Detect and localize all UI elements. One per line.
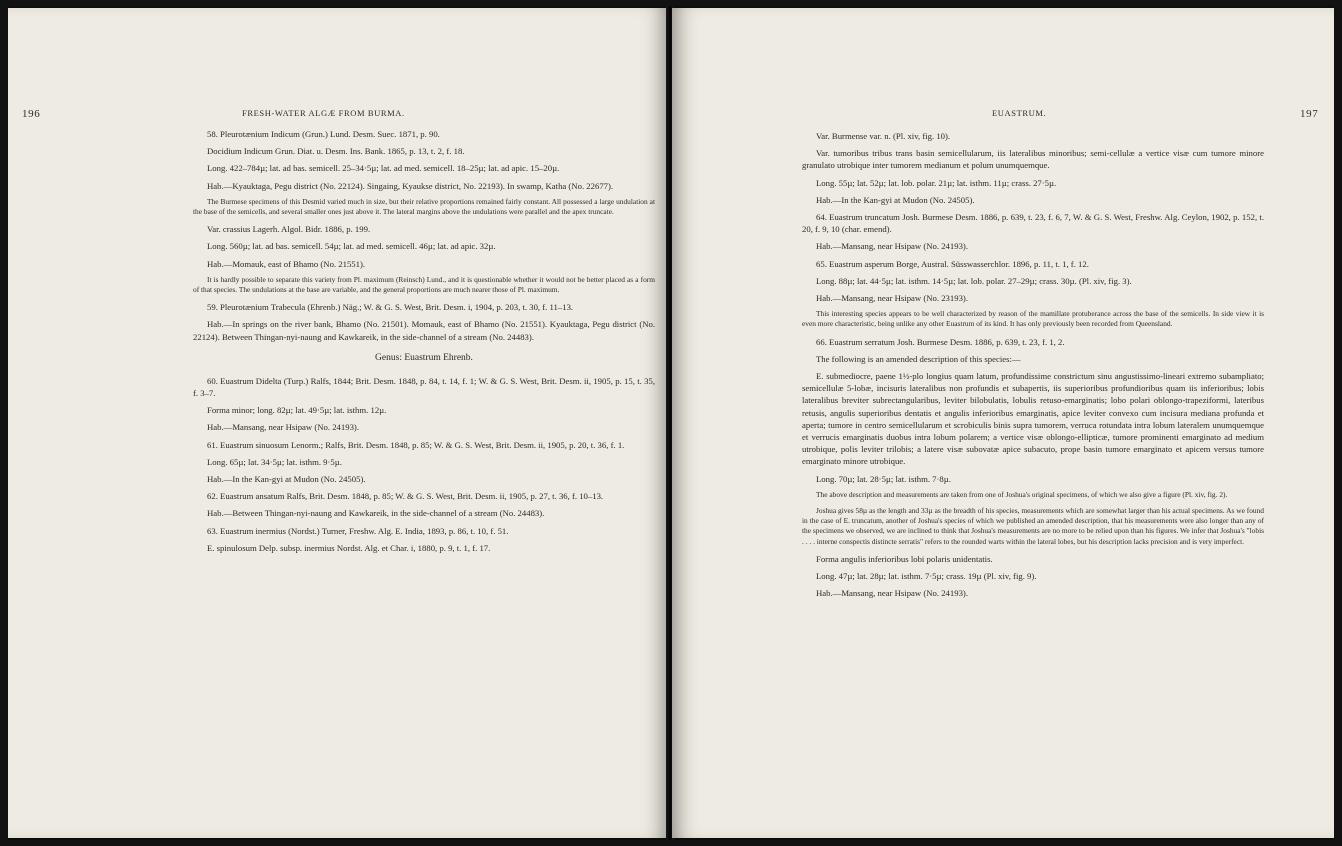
left-paragraph: Long. 560µ; lat. ad bas. semicell. 54µ; lat. ad med. semicell. 46µ; lat. ad apic. 32µ.: [207, 241, 496, 252]
book-spread: [8, 6, 1334, 840]
left-paragraph: It is hardly possible to separate this variety from Pl. maximum (Reinsch) Lund., and it is questionable whether it would not be better placed as a form of that species. The undulations at the base are variable, and the general proportions are much nearer those of Pl. maximum.: [193, 274, 655, 295]
right-paragraph: 66. Euastrum serratum Josh. Burmese Desm. 1886, p. 639, t. 23, f. 1, 2.: [816, 336, 1065, 347]
right-running-head: EUASTRUM.: [992, 108, 1047, 118]
right-paragraph: 64. Euastrum truncatum Josh. Burmese Desm. 1886, p. 639, t. 23, f. 6, 7, W. & G. S. West, Freshw. Alg. Ceylon, 1902, p. 152, t. 20, f. 9, 10 (char. emend).: [802, 212, 1264, 235]
left-paragraph: 60. Euastrum Didelta (Turp.) Ralfs, 1844; Brit. Desm. 1848, p. 84, t. 14, f. 1; W. & G. S. West, Brit. Desm. ii, 1905, p. 15, t. 35, f. 3–7.: [193, 375, 655, 399]
right-paragraph: Forma angulis inferioribus lobi polaris unidentatis.: [816, 553, 993, 564]
left-paragraph: Forma minor; long. 82µ; lat. 49·5µ; lat. isthm. 12µ.: [207, 405, 387, 416]
left-paragraph: Long. 65µ; lat. 34·5µ; lat. isthm. 9·5µ.: [207, 456, 342, 467]
right-paragraph: Var. tumoribus tribus trans basin semicellularum, iis lateralibus minoribus; semi-cellulæ a vertice visæ cum tumore minore granulato utrobique inter tumorem medianum et polum unumquemque.: [802, 148, 1264, 171]
left-page-number: 196: [22, 108, 41, 120]
left-paragraph: Hab.—In springs on the river bank, Bhamo (No. 21501). Momauk, east of Bhamo (No. 21551). Kyauktaga, Pegu district (No. 22124). Between Thingan-nyi-naung and Kawkareik, in the side-channel of a stream (No. 24483).: [193, 319, 655, 342]
right-paragraph: 65. Euastrum asperum Borge, Austral. Süsswasserchlor. 1896, p. 11, t. 1, f. 12.: [816, 258, 1089, 269]
right-page-text: [802, 130, 1264, 605]
left-paragraph: Hab.—In the Kan-gyi at Mudon (No. 24505).: [207, 474, 366, 485]
left-paragraph: E. spinulosum Delp. subsp. inermius Nordst. Alg. et Char. i, 1880, p. 9, t. 1, f. 17.: [207, 542, 491, 553]
left-paragraph: 58. Pleurotænium Indicum (Grun.) Lund. Desm. Suec. 1871, p. 90.: [207, 129, 440, 139]
left-page: [8, 8, 668, 838]
right-paragraph: Long. 47µ; lat. 28µ; lat. isthm. 7·5µ; crass. 19µ (Pl. xiv, fig. 9).: [816, 571, 1037, 582]
left-paragraph: Docidium Indicum Grun. Diat. u. Desm. Ins. Bank. 1865, p. 13, t. 2, f. 18.: [207, 146, 465, 157]
left-paragraph: Hab.—Mansang, near Hsipaw (No. 24193).: [207, 422, 359, 433]
left-paragraph: 59. Pleurotænium Trabecula (Ehrenb.) Näg.; W. & G. S. West, Brit. Desm. i, 1904, p. 203, t. 30, f. 11–13.: [207, 302, 574, 313]
right-paragraph: E. submediocre, paene 1½-plo longius quam latum, profundissime constrictum sinu angustissimo-lineari extremo subampliato; semicellulæ 5-lobæ, incisuris lateralibus non profundis et subapertis, iis superioribus profundioribus quam iis inferioribus; lobis lateralibus breviter subrectangularibus, leviter bilobulatis, lobulis retuso-emarginatis; lobo polari oblongo-trapeziformi, lateribus retusis, angulis superioribus dentatis et angulis inferioribus emarginatis, apice leviter convexo cum incisura mediana profunda et aperta; tumore in centro semicellularum et scrobiculis binis supra tumorem, verruca rotundata intra lobum lateralem unumquemque et verrucis emarginatis duobus intra lobum polarem; a vertice visæ oblongo-ellipticæ, tumore prominenti emarginato ad medium utrobique, polis leviter trilobis; a latere visæ subovatæ apice subacuto, prope basin tumore emarginato et apicem versus tumore emarginato minore utrobique.: [802, 371, 1264, 467]
right-paragraph: The above description and measurements are taken from one of Joshua's original specimens, of which we also give a figure (Pl. xiv, fig. 2).: [816, 489, 1228, 499]
right-paragraph: Var. Burmense var. n. (Pl. xiv, fig. 10).: [816, 131, 951, 141]
right-paragraph: Hab.—Mansang, near Hsipaw (No. 24193).: [816, 241, 968, 252]
right-paragraph: Long. 88µ; lat. 44·5µ; lat. isthm. 14·5µ; lat. lob. polar. 27–29µ; crass. 30µ. (Pl. xiv, fig. 3).: [816, 275, 1132, 286]
left-paragraph: Hab.—Between Thingan-nyi-naung and Kawkareik, in the side-channel of a stream (No. 24483).: [207, 508, 545, 519]
left-paragraph: Var. crassius Lagerh. Algol. Bidr. 1886, p. 199.: [207, 224, 371, 235]
left-page-text: [193, 128, 655, 559]
right-paragraph: Hab.—Mansang, near Hsipaw (No. 24193).: [816, 588, 968, 599]
right-paragraph: Joshua gives 58µ as the length and 33µ as the breadth of his species, measurements which are somewhat larger than his actual specimens. As we found in the case of E. truncatum, another of Joshua's species of which we published an amended description, that his measurements were also longer than any of the specimens we observed, we are inclined to think that Joshua's measurements are no more to be relied upon than his figures. We infer that Joshua's "lobis . . . . interne conspectis distincte serratis" refers to the rounded warts within the lateral lobes, but his description lacks precision and is very imperfect.: [802, 506, 1264, 546]
right-paragraph: Long. 55µ; lat. 52µ; lat. lob. polar. 21µ; lat. isthm. 11µ; crass. 27·5µ.: [816, 177, 1057, 188]
right-paragraph: Hab.—In the Kan-gyi at Mudon (No. 24505).: [816, 194, 975, 205]
right-paragraph: Long. 70µ; lat. 28·5µ; lat. isthm. 7·8µ.: [816, 473, 951, 484]
left-running-head: FRESH-WATER ALGÆ FROM BURMA.: [242, 108, 405, 118]
left-paragraph: Hab.—Momauk, east of Bhamo (No. 21551).: [207, 258, 366, 269]
left-paragraph: The Burmese specimens of this Desmid varied much in size, but their relative proportions remained fairly constant. All possessed a large undulation at the base of the semicells, and several smaller ones just above it. The lateral margins above the undulations were parallel and the apex truncate.: [193, 196, 655, 217]
left-paragraph: Long. 422–784µ; lat. ad bas. semicell. 25–34·5µ; lat. ad med. semicell. 18–25µ; lat. ad apic. 15–20µ.: [207, 163, 560, 174]
left-paragraph: Genus: Euastrum Ehrenb.: [375, 352, 473, 363]
right-page: [672, 8, 1334, 838]
left-paragraph: 62. Euastrum ansatum Ralfs, Brit. Desm. 1848, p. 85; W. & G. S. West, Brit. Desm. ii, 1905, p. 27, t. 36, f. 10–13.: [207, 491, 604, 502]
left-paragraph: 63. Euastrum inermius (Nordst.) Turner, Freshw. Alg. E. India, 1893, p. 86, t. 10, f. 51.: [207, 525, 509, 536]
right-paragraph: Hab.—Mansang, near Hsipaw (No. 23193).: [816, 293, 968, 304]
left-paragraph: 61. Euastrum sinuosum Lenorm.; Ralfs, Brit. Desm. 1848, p. 85; W. & G. S. West, Brit. Desm. ii, 1905, p. 20, t. 36, f. 1.: [207, 439, 625, 450]
right-paragraph: This interesting species appears to be well characterized by reason of the mamillate protuberance across the base of the semicells. In side view it is even more characteristic, being unlike any other Euastrum of its kind. It has only previously been recorded from Queensland.: [802, 309, 1264, 329]
right-page-number: 197: [1300, 108, 1319, 120]
right-paragraph: The following is an amended description of this species:—: [816, 353, 1021, 364]
left-paragraph: Hab.—Kyauktaga, Pegu district (No. 22124). Singaing, Kyaukse district, No. 22193). In swamp, Katha (No. 22677).: [207, 180, 614, 191]
